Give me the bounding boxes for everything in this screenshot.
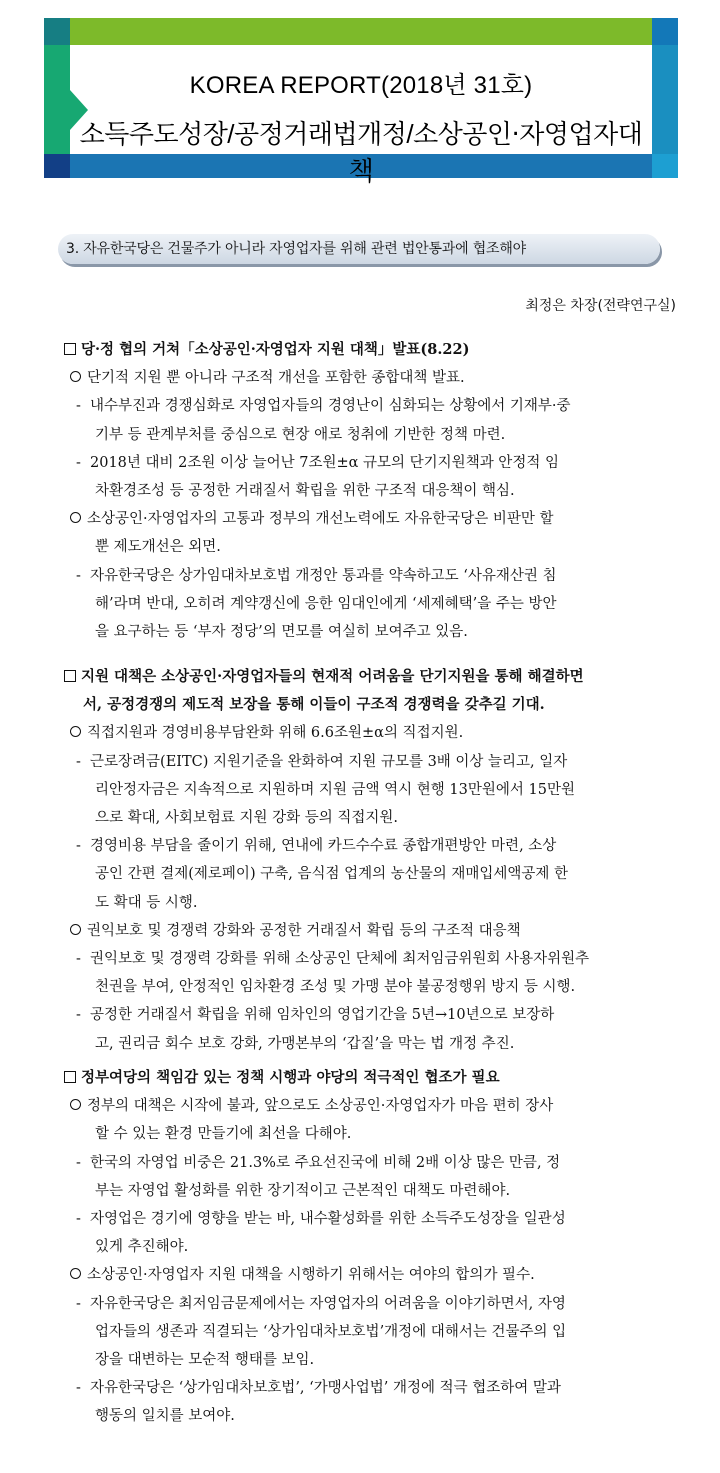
dash-bullet-icon: - xyxy=(76,1007,81,1024)
sub-item xyxy=(95,893,197,913)
block-heading xyxy=(83,695,545,715)
block-heading xyxy=(64,667,584,687)
sub-item xyxy=(76,949,589,969)
sub-item xyxy=(76,566,556,586)
dash-bullet-icon: - xyxy=(76,567,81,584)
circle-bullet-icon xyxy=(70,1099,81,1110)
line-text: 차환경조성 등 공정한 거래질서 확립을 위한 구조적 대응책이 핵심. xyxy=(95,483,515,499)
dash-bullet-icon: - xyxy=(76,838,81,855)
line-text: 정부의 대책은 시작에 불과, 앞으로도 소상공인·자영업자가 마음 편히 장사 xyxy=(87,1098,554,1115)
bullet-item xyxy=(70,368,465,388)
sub-item xyxy=(95,481,515,501)
banner-corner xyxy=(652,154,678,178)
section-heading: 3. 자유한국당은 건물주가 아니라 자영업자를 위해 관련 법안통과에 협조해야 xyxy=(58,234,660,264)
sub-item xyxy=(76,453,559,473)
sub-item xyxy=(95,594,557,614)
sub-item xyxy=(76,1209,566,1229)
sub-item xyxy=(95,977,575,997)
banner-corner xyxy=(44,18,70,45)
line-text: 자영업은 경기에 영향을 받는 바, 내수활성화를 위한 소득주도성장을 일관성 xyxy=(90,1211,566,1227)
line-text: 공정한 거래질서 확립을 위해 임차인의 영업기간을 5년→10년으로 보장하 xyxy=(90,1007,555,1024)
sub-item xyxy=(95,1034,514,1054)
banner-left-bar xyxy=(44,45,70,154)
line-text: 할 수 있는 환경 만들기에 최선을 다해야. xyxy=(95,1126,352,1143)
line-text: 기부 등 관계부처를 중심으로 현장 애로 청취에 기반한 정책 마련. xyxy=(95,426,506,443)
checkbox-square-icon xyxy=(64,670,76,682)
dash-bullet-icon: - xyxy=(76,1295,81,1312)
banner-corner xyxy=(652,18,678,45)
report-banner xyxy=(44,18,678,186)
line-text: 자유한국당은 최저임금문제에서는 자영업자의 어려움을 이야기하면서, 자영 xyxy=(90,1295,566,1312)
line-text: 리안정자금은 지속적으로 지원하며 지원 금액 역시 현행 13만원에서 15만원 xyxy=(95,781,575,798)
sub-item xyxy=(95,1322,566,1342)
bullet-item xyxy=(70,921,521,941)
dash-bullet-icon: - xyxy=(76,753,81,770)
circle-bullet-icon xyxy=(70,726,81,737)
line-text: 단기적 지원 뿐 아니라 구조적 개선을 포함한 종합대책 발표. xyxy=(87,370,465,387)
sub-item xyxy=(95,808,398,828)
line-text: 지원 대책은 소상공인·자영업자들의 현재적 어려움을 단기지원을 통해 해결하면 xyxy=(81,668,584,685)
line-text: 공인 간편 결제(제로페이) 구축, 음식점 업계의 농산물의 재매입세액공제 한 xyxy=(95,866,569,883)
line-text: 해’라며 반대, 오히려 계약갱신에 응한 임대인에게 ‘세제혜택’을 주는 방안 xyxy=(95,595,557,612)
sub-item xyxy=(76,396,571,416)
checkbox-square-icon xyxy=(64,343,76,355)
sub-item xyxy=(76,1005,554,1025)
line-text: 한국의 자영업 비중은 21.3%로 주요선진국에 비해 2배 이상 많은 만큼, 정 xyxy=(90,1154,561,1171)
banner-corner xyxy=(44,154,70,178)
line-text: 장을 대변하는 모순적 행태를 보임. xyxy=(95,1352,315,1368)
circle-bullet-icon xyxy=(70,1268,81,1279)
line-text: 고, 권리금 회수 보호 강화, 가맹본부의 ‘갑질’을 막는 법 개정 추진. xyxy=(95,1035,515,1052)
line-text: 직접지원과 경영비용부담완화 위해 6.6조원±α의 직접지원. xyxy=(87,725,464,742)
sub-item xyxy=(76,836,556,856)
sub-item xyxy=(95,864,568,884)
line-text: 경영비용 부담을 줄이기 위해, 연내에 카드수수료 종합개편방안 마련, 소상 xyxy=(90,838,557,855)
sub-item xyxy=(95,1181,510,1201)
line-text: 권익보호 및 경쟁력 강화와 공정한 거래질서 확립 등의 구조적 대응책 xyxy=(87,922,521,939)
report-subtitle: 소득주도성장/공정거래법개정/소상공인‧자영업자대책 xyxy=(79,119,643,186)
line-text: 행동의 일치를 보여야. xyxy=(95,1408,235,1425)
dash-bullet-icon: - xyxy=(76,1211,81,1227)
line-text: 근로장려금(EITC) 지원기준을 완화하여 지원 규모를 3배 이상 늘리고, 일자 xyxy=(90,753,568,770)
bullet-item xyxy=(70,723,463,743)
dash-bullet-icon: - xyxy=(76,398,81,415)
block-heading xyxy=(64,340,469,360)
line-text: 으로 확대, 사회보험료 지원 강화 등의 직접지원. xyxy=(95,810,399,826)
line-text: 있게 추진해야. xyxy=(95,1239,189,1256)
sub-item xyxy=(76,1378,561,1398)
line-text: 2018년 대비 2조원 이상 늘어난 7조원±α 규모의 단기지원책과 안정적 임 xyxy=(90,454,559,471)
block-heading xyxy=(64,1068,500,1088)
bullet-item xyxy=(70,1096,553,1116)
sub-item xyxy=(95,780,575,800)
line-text: 자유한국당은 상가임대차보호법 개정안 통과를 약속하고도 ‘사유재산권 침 xyxy=(90,567,557,584)
bullet-item xyxy=(70,1265,535,1285)
sub-item xyxy=(76,1294,566,1314)
author-line: 최정은 차장(전략연구실) xyxy=(525,298,676,314)
line-text: 내수부진과 경쟁심화로 자영업자들의 경영난이 심화되는 상황에서 기재부·중 xyxy=(90,398,571,415)
sub-item xyxy=(76,752,567,772)
line-text: 업자들의 생존과 직결되는 ‘상가임대차보호법’개정에 대해서는 건물주의 입 xyxy=(95,1323,567,1340)
dash-bullet-icon: - xyxy=(76,1154,81,1171)
checkbox-square-icon xyxy=(64,1071,76,1083)
dash-bullet-icon: - xyxy=(76,454,81,471)
line-text: 정부여당의 책임감 있는 정책 시행과 야당의 적극적인 협조가 필요 xyxy=(81,1069,500,1086)
sub-item xyxy=(95,1350,314,1370)
line-text: 천권을 부여, 안정적인 임차환경 조성 및 가맹 분야 불공정행위 방지 등 시행. xyxy=(95,979,576,996)
bullet-item xyxy=(95,1124,351,1144)
line-text: 을 요구하는 등 ‘부자 정당’의 면모를 여실히 보여주고 있음. xyxy=(95,624,468,640)
line-text: 당·정 협의 거쳐「소상공인·자영업자 지원 대책」발표(8.22) xyxy=(81,341,470,358)
circle-bullet-icon xyxy=(70,371,81,382)
bullet-item xyxy=(70,509,553,529)
line-text: 뿐 제도개선은 외면. xyxy=(95,539,221,556)
line-text: 도 확대 등 시행. xyxy=(95,894,198,911)
circle-bullet-icon xyxy=(70,512,81,523)
sub-item xyxy=(95,425,505,445)
line-text: 소상공인·자영업자 지원 대책을 시행하기 위해서는 여야의 합의가 필수. xyxy=(87,1267,535,1284)
sub-item xyxy=(95,1406,235,1426)
sub-item xyxy=(95,622,468,642)
report-title: KOREA REPORT(2018년 31호) xyxy=(189,72,533,99)
circle-bullet-icon xyxy=(70,924,81,935)
dash-bullet-icon: - xyxy=(76,951,81,967)
line-text: 서, 공정경쟁의 제도적 보장을 통해 이들이 구조적 경쟁력을 갖추길 기대. xyxy=(83,696,545,714)
bullet-item xyxy=(95,537,221,557)
dash-bullet-icon: - xyxy=(76,1380,81,1397)
sub-item xyxy=(95,1237,188,1257)
line-text: 자유한국당은 ‘상가임대차보호법’, ‘가맹사업법’ 개정에 적극 협조하여 말과 xyxy=(90,1380,561,1397)
line-text: 소상공인·자영업자의 고통과 정부의 개선노력에도 자유한국당은 비판만 할 xyxy=(87,511,554,528)
sub-item xyxy=(76,1153,560,1173)
banner-right-bar xyxy=(652,45,678,154)
line-text: 권익보호 및 경쟁력 강화를 위해 소상공인 단체에 최저임금위원회 사용자위원추 xyxy=(90,951,590,967)
banner-top-stripe xyxy=(44,18,678,45)
line-text: 부는 자영업 활성화를 위한 장기적이고 근본적인 대책도 마련해야. xyxy=(95,1182,511,1199)
